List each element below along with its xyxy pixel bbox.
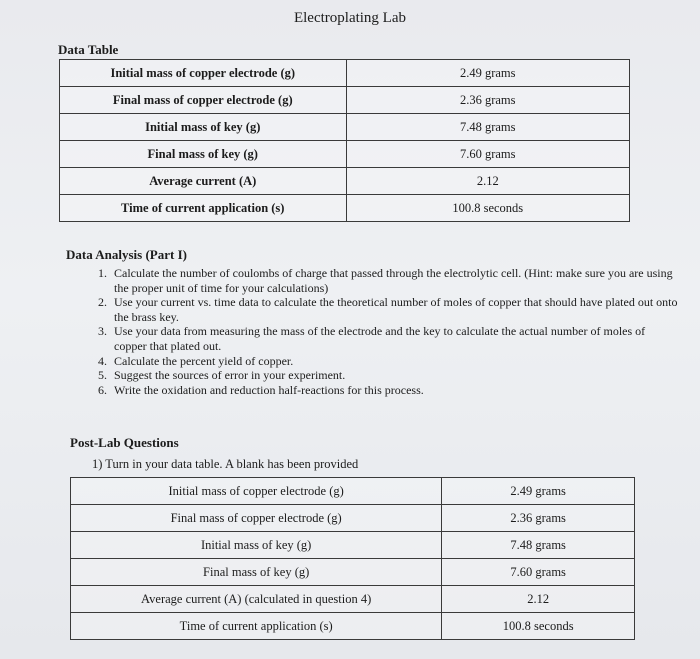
- table-cell-value: 2.12: [346, 168, 629, 195]
- table-cell-label: Time of current application (s): [71, 613, 442, 640]
- table-cell-label: Final mass of key (g): [71, 559, 442, 586]
- table-row: [71, 532, 635, 559]
- postlab-heading: Post-Lab Questions: [70, 435, 179, 450]
- table-cell-label: Time of current application (s): [60, 195, 347, 222]
- table-cell-label: Average current (A): [60, 168, 347, 195]
- list-item: 4. Calculate the percent yield of copper.: [110, 354, 680, 369]
- table-row: [71, 586, 635, 613]
- table-cell-label: Initial mass of key (g): [60, 114, 347, 141]
- data-table-heading: Data Table: [58, 42, 119, 57]
- list-item: 3. Use your data from measuring the mass of the electrode and the key to calculate the actual number of moles of copper that plated out.: [110, 324, 680, 353]
- table-row: [71, 559, 635, 586]
- table-cell-value: 2.12: [442, 586, 635, 613]
- list-item: 6. Write the oxidation and reduction half-reactions for this process.: [110, 383, 680, 398]
- data-table: [59, 59, 630, 222]
- table-cell-label: Average current (A) (calculated in question 4): [71, 586, 442, 613]
- table-row: [71, 613, 635, 640]
- table-row: [71, 505, 635, 532]
- list-item: 5. Suggest the sources of error in your experiment.: [110, 368, 680, 383]
- list-item: 2. Use your current vs. time data to calculate the theoretical number of moles of copper that should have plated out onto the brass key.: [110, 295, 680, 324]
- table-row: [60, 60, 630, 87]
- table-row: [60, 87, 630, 114]
- table-row: [60, 141, 630, 168]
- table-row: [60, 114, 630, 141]
- table-row: [71, 478, 635, 505]
- table-row: [60, 195, 630, 222]
- table-cell-value: 2.36 grams: [346, 87, 629, 114]
- table-row: [60, 168, 630, 195]
- table-cell-value: 7.48 grams: [346, 114, 629, 141]
- table-cell-value: 100.8 seconds: [346, 195, 629, 222]
- table-cell-value: 7.48 grams: [442, 532, 635, 559]
- table-cell-value: 2.49 grams: [442, 478, 635, 505]
- table-cell-label: Initial mass of copper electrode (g): [71, 478, 442, 505]
- table-cell-value: 7.60 grams: [442, 559, 635, 586]
- table-cell-value: 100.8 seconds: [442, 613, 635, 640]
- list-item: 1. Calculate the number of coulombs of charge that passed through the electrolytic cell. (Hint: make sure you are using the proper unit of time for your calculations): [110, 266, 680, 295]
- table-cell-label: Initial mass of copper electrode (g): [60, 60, 347, 87]
- table-cell-value: 2.36 grams: [442, 505, 635, 532]
- analysis-heading: Data Analysis (Part I): [66, 247, 187, 262]
- table-cell-value: 2.49 grams: [346, 60, 629, 87]
- table-cell-value: 7.60 grams: [346, 141, 629, 168]
- page-title: Electroplating Lab: [293, 10, 407, 26]
- table-cell-label: Final mass of copper electrode (g): [71, 505, 442, 532]
- postlab-table: [70, 477, 635, 640]
- table-cell-label: Initial mass of key (g): [71, 532, 442, 559]
- analysis-list: [90, 266, 680, 397]
- table-cell-label: Final mass of key (g): [60, 141, 347, 168]
- postlab-question-1: 1) Turn in your data table. A blank has been provided: [92, 457, 359, 471]
- table-cell-label: Final mass of copper electrode (g): [60, 87, 347, 114]
